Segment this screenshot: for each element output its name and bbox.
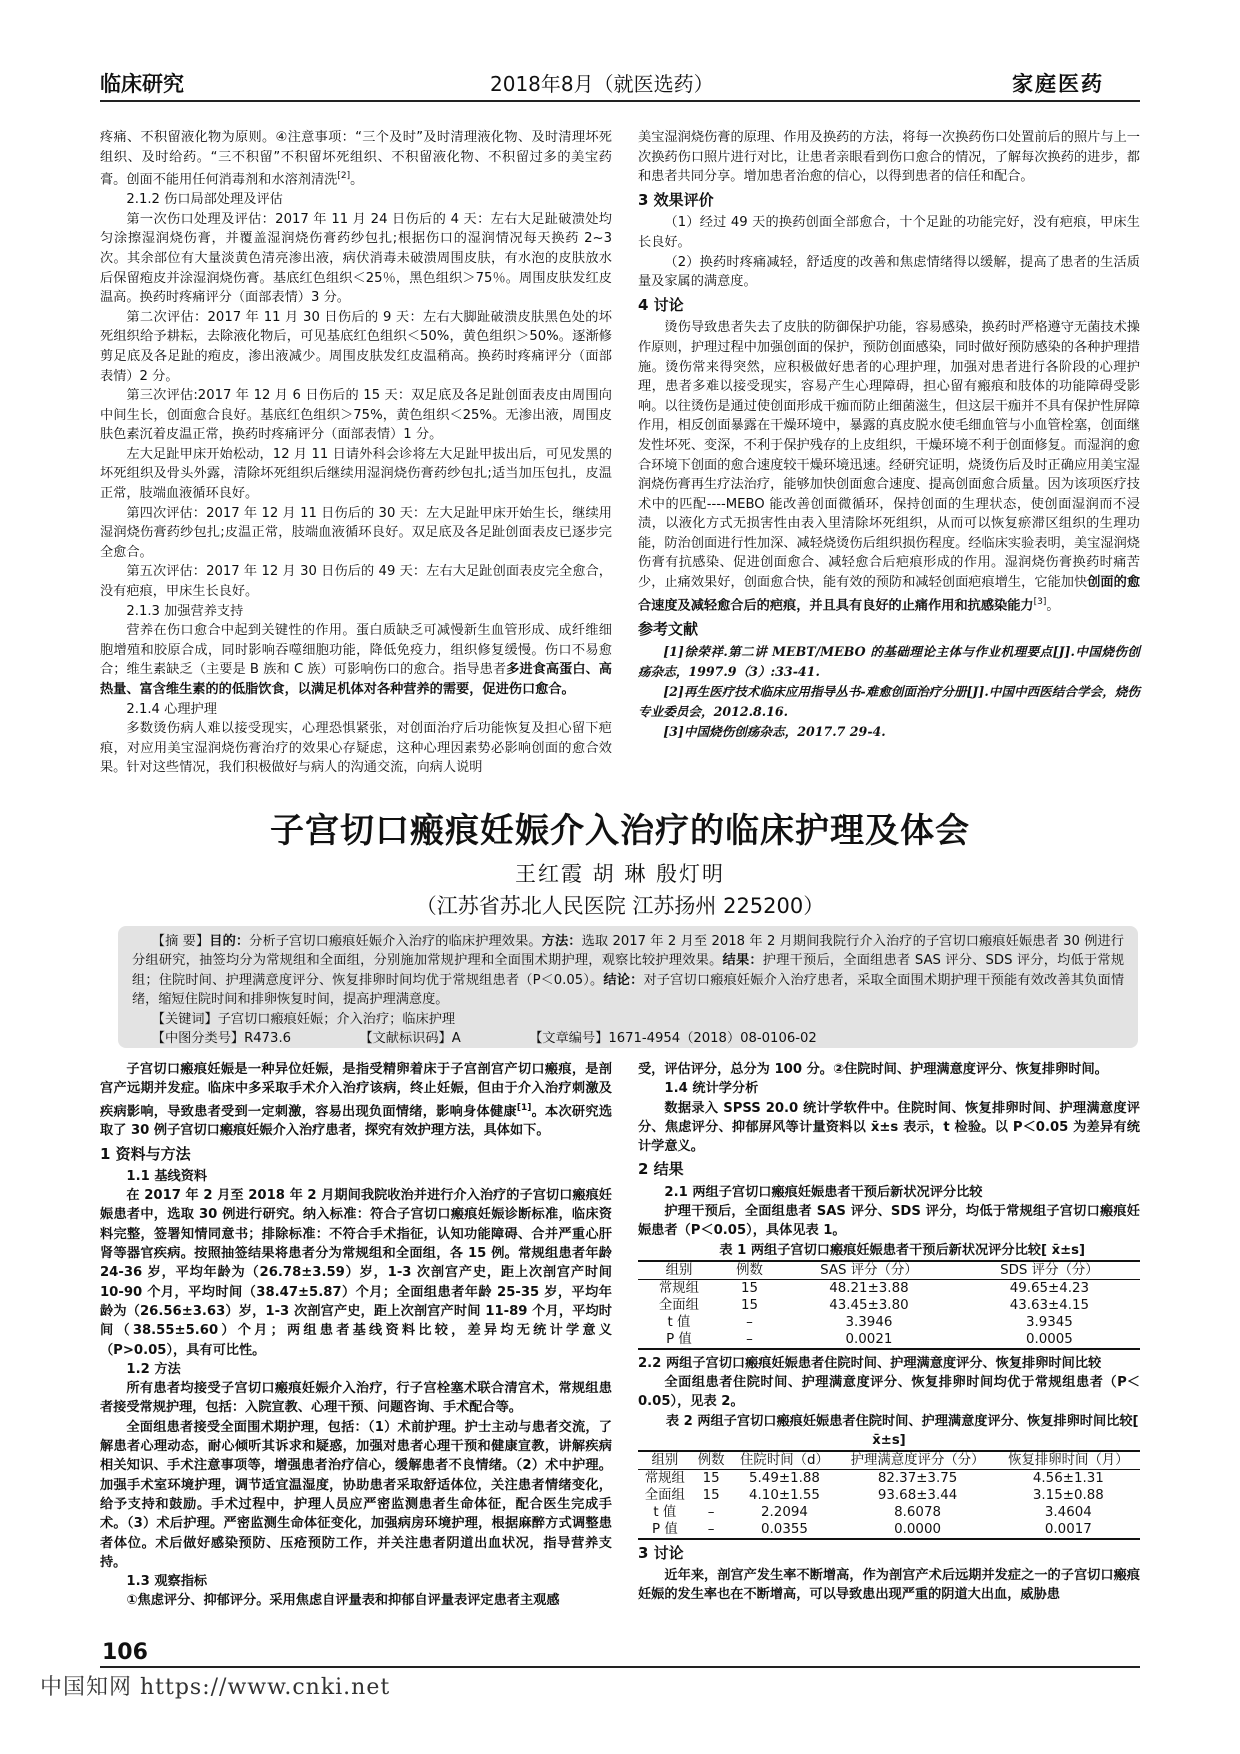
table-cell: P 值 <box>651 1521 678 1537</box>
table-cell: 3.9345 <box>1025 1314 1073 1330</box>
section-heading: 3 讨论 <box>638 1543 684 1562</box>
running-header-journal: 家庭医药 <box>1012 72 1104 96</box>
paragraph: 护理干预后，全面组患者 SAS 评分、SDS 评分，均低于常规组子宫切口瘢痕妊娠患者（P＜0.05），具体见表 1。 <box>638 1204 1140 1239</box>
reference-item: [1]徐荣祥.第二讲 MEBT/MEBO 的基础理论主体与作业机理要点[J].中国烧伤创疡杂志，1997.9（3）:33-41. <box>638 644 1140 680</box>
table-cell: 0.0017 <box>1044 1521 1092 1537</box>
paragraph: 在 2017 年 2 月至 2018 年 2 月期间我院收治并进行介入治疗的子宫切口瘢痕妊娠患者中，选取 30 例进行研究。纳入标准：符合子宫切口瘢痕妊娠诊断标准，临床资料完整，签署知情同意书；排除标准：不符合手术指征，认知功能障碍、合并严重心肝肾等器官疾病。按照抽签结果将患者分为常规组和全面组，各 15 例。常规组患者年龄 24-36 岁，平均年龄为（26.78±3.59）岁，1-3 次剖宫产史，距上次剖宫产时间 10-90 个月，平均时间（38.47±5.87）个月；全面组患者年龄 25-35 岁，平均年龄为（26.56±3.63）岁，1-3 次剖宫产史，距上次剖宫产时间 11-89 个月，平均时间（38.55±5.60）个月；两组患者基线资料比较，差异均无统计学意义（P>0.05），具有可比性。 <box>100 1188 612 1358</box>
table-header-cell: 组别 <box>665 1262 693 1278</box>
table-cell: 0.0005 <box>1025 1331 1073 1347</box>
table-row <box>638 1504 1140 1521</box>
paragraph: 数据录入 SPSS 20.0 统计学软件中。住院时间、恢复排卵时间、护理满意度评分、焦虑评分、抑郁屏风等计量资料以 x̄±s 表示，t 检验。以 P＜0.05 为差异有统计学意义。 <box>638 1100 1140 1155</box>
section-heading: 2 结果 <box>638 1160 684 1179</box>
paragraph: 子宫切口瘢痕妊娠是一种异位妊娠，是指受精卵着床于子宫剖宫产切口瘢痕，是剖宫产远期并发症。临床中多采取手术介入治疗该病，终止妊娠，但由于介入治疗刺激及疾病影响，导致患者受到一定刺激，容易出现负面情绪，影响身体健康[1]。本次研究选取了 30 例子宫切口瘢痕妊娠介入治疗患者，探究有效护理方法，具体如下。 <box>100 1062 613 1139</box>
table-header-cell: 住院时间（d） <box>740 1452 829 1468</box>
paragraph: 多数烫伤病人难以接受现实，心理恐惧紧张，对创面治疗后功能恢复及担心留下疤痕，对应用美宝湿润烧伤膏治疗的效果心存疑虑，这种心理因素势必影响创面的愈合效果。针对这些情况，我们积极做好与病人的沟通交流，向病人说明 <box>100 721 612 776</box>
top-right-column <box>638 128 1140 742</box>
article-affiliation: （江苏省苏北人民医院 江苏扬州 225200） <box>415 894 825 918</box>
table-cell: 4.10±1.55 <box>749 1487 820 1503</box>
table-cell: 0.0021 <box>845 1331 893 1347</box>
table-cell: 3.15±0.88 <box>1032 1487 1104 1503</box>
table-cell: – <box>707 1504 715 1520</box>
paragraph: 营养在伤口愈合中起到关键性的作用。蛋白质缺乏可减慢新生血管形成、成纤维细胞增殖和胶原合成，同时影响吞噬细胞功能，降低免疫力，组织修复缓慢。伤口不易愈合；维生素缺乏（主要是 B 族和 C 族）可影响伤口的愈合。指导患者多进食高蛋白、高热量、富含维生素的的低脂饮食，以满足机体对各种营养的需要，促进伤口愈合。 <box>100 623 612 698</box>
table-header-row <box>638 1261 1140 1280</box>
header-rule <box>100 100 1140 102</box>
table-cell: 8.6078 <box>894 1504 941 1520</box>
table-cell: 常规组 <box>644 1470 685 1486</box>
abstract-box <box>118 926 1138 1048</box>
abstract: 【摘 要】目的：分析子宫切口瘢痕妊娠介入治疗的临床护理效果。方法：选取 2017 年 2 月至 2018 年 2 月期间我院行介入治疗的子宫切口瘢痕妊娠患者 30 例进行分组研究，抽签均分为常规组和全面组，分别施加常规护理和全面围术期护理，观察比较护理效果。结果：护理干预后，全面组患者 SAS 评分、SDS 评分，均低于常规组；住院时间、护理满意度评分、恢复排卵时间均优于常规组患者（P＜0.05）。结论：对子宫切口瘢痕妊娠介入治疗患者，采取全面围术期护理干预能有效改善其负面情绪，缩短住院时间和排卵恢复时间，提高护理满意度。 <box>132 934 1125 1008</box>
table-cell: 15 <box>702 1487 720 1503</box>
bottom-right-column <box>638 1060 1140 1604</box>
table-cell: 0.0355 <box>761 1521 808 1537</box>
table-row <box>638 1487 1140 1504</box>
table-cell: t 值 <box>667 1314 691 1330</box>
table-1 <box>638 1260 1140 1350</box>
table-row <box>638 1331 1140 1349</box>
table-cell: 全面组 <box>658 1297 700 1313</box>
paragraph: 近年来，剖宫产发生率不断增高，作为剖宫产术后远期并发症之一的子宫切口瘢痕妊娠的发生率也在不断增高，可以导致患出现严重的阴道大出血，威胁患 <box>638 1567 1140 1603</box>
table-cell: t 值 <box>653 1504 677 1520</box>
table-cell: 15 <box>740 1280 759 1296</box>
table-cell: 常规组 <box>658 1280 700 1296</box>
paragraph: 全面组患者住院时间、护理满意度评分、恢复排卵时间均优于常规组患者（P＜0.05），见表 2。 <box>638 1374 1140 1410</box>
paragraph: 第一次伤口处理及评估：2017 年 11 月 24 日伤后的 4 天：左右大足趾破溃处均匀涂擦湿润烧伤膏，并覆盖湿润烧伤膏药纱包扎;根据伤口的湿润情况每天换药 2~3 次。其余部位有大量淡黄色清亮渗出液，病伏消毒未破溃周围皮肤，有水泡的皮肤放水后保留疱皮并涂湿润烧伤膏。基底红色组织＜25％，黑色组织＞75％。周围皮肤发红皮温高。换药时疼痛评分（面部表情）3 分。 <box>100 211 612 306</box>
table-cell: 48.21±3.88 <box>829 1280 909 1296</box>
table-cell: 43.63±4.15 <box>1009 1297 1090 1313</box>
top-left-column <box>100 128 612 778</box>
paragraph: 全面组患者接受全面围术期护理，包括：（1）术前护理。护士主动与患者交流，了解患者心理动态，耐心倾听其诉求和疑惑，加强对患者心理干预和健康宣教，讲解疾病相关知识、手术注意事项等，增强患者治疗信心，缓解患者不良情绪。（2）术中护理。加强手术室环境护理，调节适宜温湿度，协助患者采取舒适体位，关注患者情绪变化，给予支持和鼓励。手术过程中，护理人员应严密监测患者生命体征，配合医生完成手术。（3）术后护理。严密监测生命体征变化，加强病房环境护理，根据麻醉方式调整患者体位。术后做好感染预防、压疮预防工作，并关注患者阴道出血状况，指导营养支持。 <box>100 1419 612 1570</box>
table-2 <box>638 1450 1140 1540</box>
paragraph: 左大足趾甲床开始松动，12 月 11 日请外科会诊将左大足趾甲拔出后，可见发黑的坏死组织及骨头外露，清除坏死组织后继续用湿润烧伤膏药纱包扎;适当加压包扎，皮温正常，肢端血液循环良好。 <box>100 446 612 502</box>
footer-watermark: 中国知网 https://www.cnki.net <box>40 1675 391 1700</box>
paragraph: 第三次评估:2017 年 12 月 6 日伤后的 15 天：双足底及各足趾创面表皮由周围向中间生长，创面愈合良好。基底红色组织＞75%，黄色组织＜25%。无渗出液，周围皮肤色素沉着皮温正常，换药时疼痛评分（面部表情）1 分。 <box>100 388 612 443</box>
table-cell: P 值 <box>666 1331 692 1347</box>
table-header-cell: 例数 <box>736 1262 763 1278</box>
table-cell: 全面组 <box>644 1487 685 1503</box>
table-cell: 4.56±1.31 <box>1032 1470 1104 1486</box>
paragraph: （2）换药时疼痛减轻，舒适度的改善和焦虑情绪得以缓解，提高了患者的生活质量及家属的满意度。 <box>638 254 1140 290</box>
table-cell: – <box>707 1521 715 1537</box>
table-cell: 43.45±3.80 <box>829 1297 909 1313</box>
table-cell: 2.2094 <box>761 1504 808 1520</box>
subsection-heading: 1.3 观察指标 <box>126 1574 208 1590</box>
table-cell: 5.49±1.88 <box>749 1470 820 1486</box>
section-heading: 1 资料与方法 <box>100 1144 191 1163</box>
table-row <box>638 1297 1140 1314</box>
keywords: 【关键词】子宫切口瘢痕妊娠；介入治疗；临床护理 <box>151 1011 456 1027</box>
subsection-heading: 2.1.3 加强营养支持 <box>126 603 244 619</box>
table-cell: 15 <box>702 1470 720 1486</box>
table-cell: – <box>746 1314 753 1330</box>
paragraph: （1）经过 49 天的换药创面全部愈合，十个足趾的功能完好，没有疤痕，甲床生长良好。 <box>638 215 1140 250</box>
table-cell: 49.65±4.23 <box>1009 1280 1090 1296</box>
table-header-cell: 护理满意度评分（分） <box>850 1452 985 1468</box>
subsection-heading: 2.1 两组子宫切口瘢痕妊娠患者干预后新状况评分比较 <box>664 1184 983 1200</box>
paragraph: 美宝湿润烧伤膏的原理、作用及换药的方法，将每一次换药伤口处置前后的照片与上一次换药伤口照片进行对比，让患者亲眼看到伤口愈合的情况，了解每次换药的进步，都和患者共同分享。增加患者治愈的信心，以得到患者的信任和配合。 <box>638 130 1140 185</box>
classification-line: 【中图分类号】R473.6 【文献标识码】A 【文章编号】1671-4954（2018）08-0106-02 <box>151 1031 817 1047</box>
table-row <box>638 1521 1140 1539</box>
reference-item: [3]中国烧伤创疡杂志，2017.7 29-4. <box>663 724 886 740</box>
table-header-row <box>638 1451 1140 1470</box>
article-authors: 王红霞 胡 琳 殷灯明 <box>514 862 726 886</box>
table-cell: 15 <box>740 1297 759 1313</box>
table-row <box>638 1279 1140 1297</box>
table-cell: 93.68±3.44 <box>877 1487 958 1503</box>
section-heading: 3 效果评价 <box>638 190 714 209</box>
running-header-issue: 2018年8月（就医选药） <box>490 72 714 96</box>
table-cell: 82.37±3.75 <box>877 1470 958 1486</box>
table-row <box>638 1314 1140 1331</box>
subsection-heading: 1.2 方法 <box>126 1361 181 1377</box>
table-caption: 表 1 两组子宫切口瘢痕妊娠患者干预后新状况评分比较[ x̄±s] <box>719 1242 1086 1258</box>
references-heading: 参考文献 <box>638 619 699 638</box>
subsection-heading: 2.1.2 伤口局部处理及评估 <box>126 192 283 208</box>
table-cell: 0.0000 <box>894 1521 941 1537</box>
running-header-section: 临床研究 <box>100 72 184 96</box>
table-caption: 表 2 两组子宫切口瘢痕妊娠患者住院时间、护理满意度评分、恢复排卵时间比较[ x̄±s] <box>665 1413 1139 1448</box>
reference-item: [2]再生医疗技术临床应用指导丛书-难愈创面治疗分册[J].中国中西医结合学会，烧伤专业委员会，2012.8.16. <box>638 684 1140 720</box>
table-header-cell: SDS 评分（分） <box>1000 1262 1099 1278</box>
paragraph: 所有患者均接受子宫切口瘢痕妊娠介入治疗，行子宫栓塞术联合清宫术，常规组患者接受常规护理，包括：入院宣教、心理干预、问题咨询、手术配合等。 <box>100 1381 612 1416</box>
subsection-heading: 1.4 统计学分析 <box>664 1081 759 1097</box>
paragraph: ①焦虑评分、抑郁评分。采用焦虑自评量表和抑郁自评量表评定患者主观感 <box>126 1593 560 1609</box>
table-header-cell: 恢复排卵时间（月） <box>1008 1452 1129 1468</box>
table-cell: – <box>746 1331 753 1347</box>
paragraph: 第四次评估：2017 年 12 月 11 日伤后的 30 天：左大足趾甲床开始生长，继续用湿润烧伤膏药纱包扎;皮温正常，肢端血液循环良好。双足底及各足趾创面表皮已逐步完全愈合。 <box>100 505 612 560</box>
table-header-cell: 例数 <box>697 1452 725 1468</box>
table-cell: 3.4604 <box>1044 1504 1092 1520</box>
subsection-heading: 2.1.4 心理护理 <box>126 701 217 717</box>
paragraph: 第二次评估：2017 年 11 月 30 日伤后的 9 天：左右大脚趾破溃皮肤黑色处的坏死组织给予耕耘，去除液化物后，可见基底红色组织＜50%，黄色组织＞50%。逐渐修剪足底及各足趾的疱皮，渗出液减少。周围皮肤发红皮温稍高。换药时疼痛评分（面部表情）2 分。 <box>100 309 612 384</box>
paragraph: 受，评估评分，总分为 100 分。②住院时间、护理满意度评分、恢复排卵时间。 <box>638 1062 1108 1077</box>
paragraph: 第五次评估：2017 年 12 月 30 日伤后的 49 天：左右大足趾创面表皮完全愈合，没有疤痕，甲床生长良好。 <box>100 564 612 600</box>
subsection-heading: 2.2 两组子宫切口瘢痕妊娠患者住院时间、护理满意度评分、恢复排卵时间比较 <box>638 1355 1102 1371</box>
table-cell: 3.3946 <box>845 1314 893 1330</box>
footer-rule <box>100 1666 1140 1668</box>
section-heading: 4 讨论 <box>638 295 684 314</box>
article-title: 子宫切口瘢痕妊娠介入治疗的临床护理及体会 <box>270 811 970 851</box>
paragraph: 烫伤导致患者失去了皮肤的防御保护功能，容易感染，换药时严格遵守无菌技术操作原则，护理过程中加强创面的保护，预防创面感染，同时做好预防感染的各种护理措施。烫伤常来得突然，应积极做好患者的心理护理，加强对患者进行各阶段的心理护理，患者多难以接受现实，容易产生心理障碍，担心留有瘢痕和肢体的功能障碍受影响。以往烫伤是通过使创面形成干痂而防止细菌滋生，但这层干痂并不具有保护性屏障作用，相反创面暴露在干燥环境中，暴露的真皮脱水使毛细血管与小血管栓塞，创面继发性坏死、变深，不利于保护残存的上皮组织，干燥环境不利于创面修复。而湿润的愈合环境下创面的愈合速度较干燥环境迅速。经研究证明，烧烫伤后及时正确应用美宝湿润烧伤膏再生疗法治疗，能够加快创面愈合速度、提高创面愈合质量。因为该项医疗技术中的匹配----MEBO 能改善创面微循环，保持创面的生理状态，使创面湿润而不浸渍，以液化方式无损害性由表入里清除坏死组织，从而可以恢复瘀滞区组织的生理功能，防治创面进行性加深、减轻烧烫伤后组织损伤程度。经临床实验表明，美宝湿润烧伤膏有抗感染、促进创面愈合、减轻愈合后疤痕形成的作用。湿润烧伤膏换药时痛苦少，止痛效果好，创面愈合快，能有效的预防和减轻创面疤痕增生，它能加快创面的愈合速度及减轻愈合后的疤痕，并且具有良好的止痛作用和抗感染能力[3]。 <box>638 320 1141 614</box>
page-number: 106 <box>102 1640 148 1665</box>
table-header-cell: SAS 评分（分） <box>820 1262 918 1278</box>
subsection-heading: 1.1 基线资料 <box>126 1168 208 1184</box>
paragraph: 疼痛、不积留液化物为原则。④注意事项：“三个及时”及时清理液化物、及时清理坏死组织、及时给药。“三不积留”不积留坏死组织、不积留液化物、不积留过多的美宝药膏。创面不能用任何消毒剂和水溶剂清洗[2]。 <box>100 130 612 188</box>
bottom-left-column <box>100 1060 612 1611</box>
table-header-cell: 组别 <box>651 1452 679 1468</box>
table-row <box>638 1469 1140 1487</box>
